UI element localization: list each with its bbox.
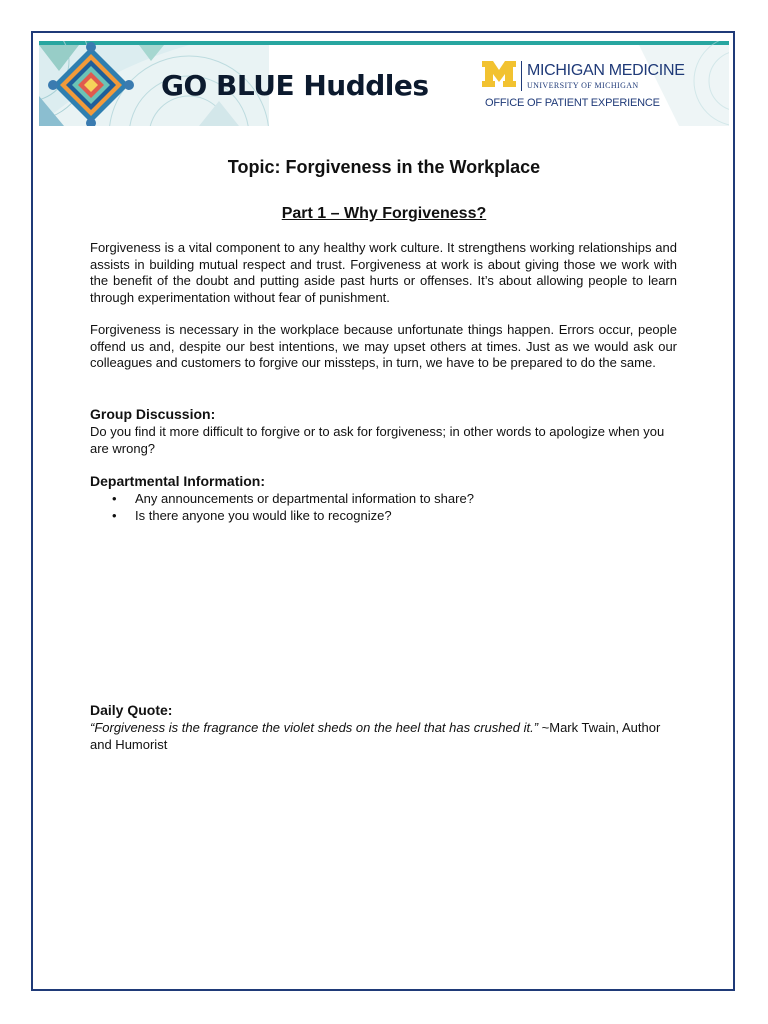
paragraph-2: Forgiveness is necessary in the workplace because unfortunate things happen. Errors occur, people offend us and, despite our best intentions, we may upset others at times. Just as we would ask our colleagues and customers to forgive our missteps, in turn, we have to be prepared to do the same. [90, 322, 677, 370]
header-banner [39, 41, 729, 126]
bullet-icon: • [112, 491, 117, 506]
daily-quote-heading: Daily Quote: [90, 702, 173, 718]
group-discussion-heading: Group Discussion: [90, 406, 216, 422]
list-item-text: Any announcements or departmental information to share? [135, 491, 474, 506]
departmental-info-heading: Departmental Information: [90, 473, 266, 489]
block-m-logo [482, 61, 516, 87]
daily-quote [90, 719, 677, 753]
part-title: Part 1 – Why Forgiveness? [281, 205, 487, 222]
list-item [90, 490, 474, 507]
group-discussion-text: Do you find it more difficult to forgive or to ask for forgiveness; in other words to apologize when you are wrong? [90, 424, 665, 456]
office-name: OFFICE OF PATIENT EXPERIENCE [485, 97, 660, 109]
quote-text: “Forgiveness is the fragrance the violet sheds on the heel that has crushed it.” [90, 720, 539, 735]
org-name: MICHIGAN MEDICINE [527, 62, 685, 79]
logo-divider [521, 61, 522, 91]
list-item [90, 507, 474, 524]
bullet-icon: • [112, 508, 117, 523]
paragraph-1: Forgiveness is a vital component to any healthy work culture. It strengthens working relationships and assists in building mutual respect and trust. Forgiveness at work is about giving those we work with the benefit of the doubt and putting aside past hurts or offenses. It’s about allowing people to learn through experimentation without fear of punishment. [90, 240, 677, 305]
list-item-text: Is there anyone you would like to recognize? [135, 508, 392, 523]
banner-title: GO BLUE Huddles [161, 69, 429, 102]
org-subtitle: UNIVERSITY OF MICHIGAN [527, 81, 639, 90]
topic-title: Topic: Forgiveness in the Workplace [227, 157, 541, 177]
quote-attribution: ~Mark Twain, Author and Humorist [90, 720, 661, 752]
departmental-info-list [90, 490, 474, 524]
